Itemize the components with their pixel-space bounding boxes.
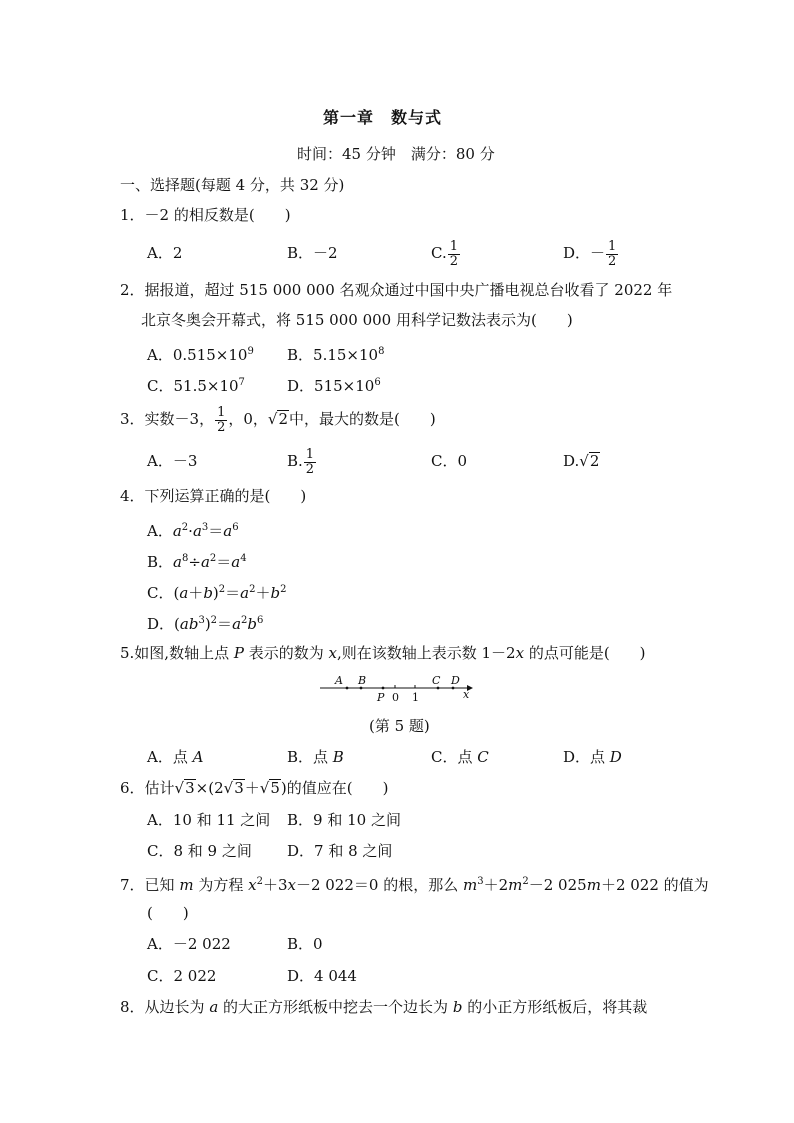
q2-d-base: D．515×10 (287, 377, 375, 395)
q8-stem-part: 8．从边长为 (120, 998, 210, 1016)
q5-stem-var: x (328, 644, 337, 662)
q8-stem-part: 的大正方形纸板中挖去一个边长为 (218, 998, 453, 1016)
question-3-stem (120, 400, 436, 438)
question-7-stem-line2: ( ) (147, 904, 189, 922)
q1-option-b[interactable]: B．－2 (287, 244, 338, 262)
section-title: 一、选择题(每题 4 分，共 32 分) (120, 176, 345, 194)
q3-d-label: D. (563, 452, 580, 470)
q2-b-base: B．5.15×10 (287, 346, 379, 364)
label-x: x (463, 688, 470, 701)
label-P: P (377, 691, 385, 704)
q1-c-label: C. (431, 244, 447, 262)
question-6-stem (120, 778, 388, 798)
q3-stem-mid: ，0， (228, 410, 268, 428)
q5-c-point: C (477, 748, 489, 766)
question-5-stem (120, 643, 646, 663)
q5-a-point: A (192, 748, 204, 766)
label-B: B (358, 674, 367, 687)
point-A-dot (346, 687, 349, 690)
q4-d-label: D． (147, 615, 175, 633)
question-8-stem (120, 997, 647, 1017)
q2-c-exp: 7 (238, 377, 245, 388)
figure-caption: (第 5 题) (369, 717, 430, 735)
q7-option-c[interactable]: C．2 022 (147, 967, 217, 985)
q3-b-label: B. (287, 452, 303, 470)
q5-stem-part: 表示的数为 (243, 644, 329, 662)
q2-option-b[interactable] (287, 342, 384, 365)
label-C: C (432, 674, 441, 687)
question-1-stem: 1．－2 的相反数是( ) (120, 206, 291, 224)
point-B-dot (360, 687, 363, 690)
q8-stem-part: 的小正方形纸板后，将其裁 (462, 998, 648, 1016)
q3-stem-suffix: 中，最大的数是( ) (289, 410, 436, 428)
q5-stem-part: 5.如图,数轴上点 (120, 644, 234, 662)
q3-option-c[interactable]: C．0 (431, 452, 468, 470)
question-7-stem-line1: 7．已知 m 为方程 $x^2+3x-2$ 022＝0 的根，那么 $m^3+2m^2-2$ 025m＋2 022 的值为 (120, 876, 709, 894)
point-P-dot (382, 687, 385, 690)
q8-stem-var: b (452, 998, 463, 1016)
q2-a-exp: 9 (247, 346, 254, 357)
q5-option-a[interactable] (147, 747, 203, 767)
q1-option-c[interactable] (431, 234, 461, 272)
number-line-figure (315, 670, 480, 706)
q6-stem-part: 6．估计 (120, 779, 175, 797)
q5-option-c[interactable] (431, 747, 489, 767)
q5-b-label: B．点 (287, 748, 333, 766)
q4-a-label: A． (147, 522, 173, 540)
q6-stem-part: ＋ (244, 779, 260, 797)
sqrt: √2 (267, 410, 289, 428)
q5-option-b[interactable] (287, 747, 344, 767)
label-one: 1 (412, 691, 419, 704)
label-A: A (335, 674, 343, 687)
exam-info: 时间：45 分钟 满分：80 分 (297, 145, 495, 163)
q6-stem-part: ×(2 (195, 779, 224, 797)
q5-b-point: B (332, 748, 344, 766)
q5-stem-var: x (515, 644, 525, 662)
q5-d-label: D．点 (563, 748, 610, 766)
fraction: $\frac{1}{2}$ (217, 404, 226, 435)
sqrt: √5 (259, 779, 280, 797)
page-title: 第一章 数与式 (323, 108, 443, 127)
label-zero: 0 (392, 691, 399, 704)
q2-option-d[interactable] (287, 373, 381, 396)
q5-d-point: D (609, 748, 622, 766)
q1-option-a[interactable]: A．2 (147, 244, 183, 262)
fraction: $\frac{1}{2}$ (608, 238, 617, 269)
q3-option-a[interactable]: A．－3 (147, 452, 198, 470)
q6-option-a[interactable]: A．10 和 11 之间 (147, 811, 271, 829)
q5-a-label: A．点 (147, 748, 193, 766)
fraction: $\frac{1}{2}$ (305, 446, 315, 477)
q5-stem-part: 的点可能是( ) (524, 644, 646, 662)
q5-stem-var: P (233, 644, 244, 662)
q2-option-a[interactable] (147, 342, 254, 365)
sqrt: √3 (223, 779, 244, 797)
fraction: $\frac{1}{2}$ (449, 238, 458, 269)
q2-c-base: C．51.5×10 (147, 377, 239, 395)
q4-option-b[interactable]: B．$a^8\div a^2=a^4$ (147, 553, 247, 571)
q5-c-label: C．点 (431, 748, 478, 766)
question-4-stem: 4．下列运算正确的是( ) (120, 487, 307, 505)
q4-b-label: B． (147, 553, 174, 571)
point-C-dot (437, 687, 440, 690)
q4-c-label: C． (147, 584, 174, 602)
q1-d-label: D．－ (563, 244, 606, 262)
question-2-stem-line1: 2．据报道，超过 515 000 000 名观众通过中国中央广播电视总台收看了 2022 年 (120, 281, 673, 299)
q6-option-d[interactable]: D．7 和 8 之间 (287, 842, 393, 860)
q1-option-d[interactable] (563, 234, 619, 272)
q4-option-d[interactable]: D．$(ab^3)^2=a^2b^6$ (147, 615, 264, 633)
q5-option-d[interactable] (563, 747, 622, 767)
q2-d-exp: 6 (374, 377, 381, 388)
q8-stem-var: a (209, 998, 219, 1016)
question-2-stem-line2: 北京冬奥会开幕式，将 515 000 000 用科学记数法表示为( ) (141, 311, 573, 329)
q3-option-b[interactable] (287, 442, 317, 480)
q4-option-a[interactable]: A．$a^2\cdot a^3=a^6$ (147, 522, 239, 540)
sqrt: √3 (174, 779, 195, 797)
q4-option-c[interactable]: C．$(a+b)^2=a^2+b^2$ (147, 584, 287, 602)
q2-option-c[interactable] (147, 373, 245, 396)
q3-stem-prefix: 3．实数－3， (120, 410, 215, 428)
q2-b-exp: 8 (378, 346, 385, 357)
q3-option-d[interactable] (563, 451, 600, 471)
q6-stem-part: )的值应在( ) (280, 779, 389, 797)
point-D-dot (452, 687, 455, 690)
q7-option-b[interactable]: B．0 (287, 935, 323, 953)
label-D: D (451, 674, 460, 687)
q5-stem-part: ,则在该数轴上表示数 1－2 (336, 644, 516, 662)
q7-option-a[interactable]: A．－2 022 (147, 935, 231, 953)
q6-option-b[interactable]: B．9 和 10 之间 (287, 811, 401, 829)
q6-option-c[interactable]: C．8 和 9 之间 (147, 842, 252, 860)
q7-option-d[interactable]: D．4 044 (287, 967, 357, 985)
q2-a-base: A．0.515×10 (147, 346, 248, 364)
sqrt: √2 (579, 452, 600, 470)
